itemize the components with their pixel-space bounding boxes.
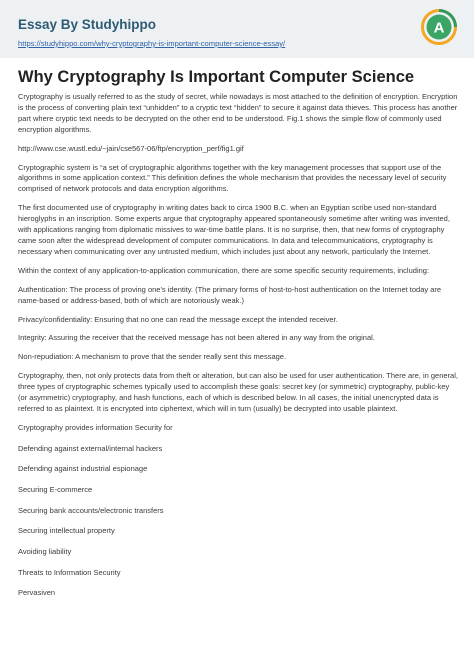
site-brand[interactable]: Essay By Studyhippo: [18, 17, 157, 32]
paragraph-system-definition: Cryptographic system is “a set of cryptographic algorithms together with the key management processes that support use of the algorithms in some application context.” This definition defines the whole mechanism that provides the necessary level of security comprised of network protocols and data encryption algorithms.: [18, 162, 447, 194]
paragraph-non-repudiation: Non-repudiation: A mechanism to prove that the sender really sent this message.: [18, 352, 287, 362]
list-item: Avoiding liability: [18, 547, 72, 557]
list-item: Pervasiven: [18, 588, 56, 598]
paragraph-authentication: Authentication: The process of proving one's identity. (The primary forms of host-to-host authentication on the Internet today are name-based or address-based, both of which are notoriously weak.): [18, 284, 442, 305]
paragraph-integrity: Integrity: Assuring the receiver that the received message has not been altered in any way from the original.: [18, 333, 375, 343]
paragraph-requirements-intro: Within the context of any application-to-application communication, there are some specific security requirements, including:: [18, 265, 430, 275]
source-url[interactable]: https://studyhippo.com/why-cryptography-is-important-computer-science-essay/: [18, 39, 286, 48]
paragraph-intro: Cryptography is usually referred to as the study of secret, while nowadays is most attached to the definition of encryption. Encryption is the process of converting plain text “unhidden” to a cryptic text “hidden” to secure it against data thieves. This process has another part where cryptic text needs to be decrypted on the other end to be understood. Fig.1 shows the simple flow of commonly used encryption algorithms.: [18, 92, 458, 134]
article-body: [18, 69, 458, 609]
paragraph-history: The first documented use of cryptography in writing dates back to circa 1900 B.C. when an Egyptian scribe used non-standard hieroglyphs in an inscription. Some experts argue that cryptography appeared spontaneously sometime after writing was invented, with applications ranging from diplomatic missives to war-time battle plans. It is no surprise, then, that new forms of cryptography came soon after the widespread development of computer communications. In data and telecommunications, cryptography is necessary when communicating over any untrusted medium, which includes just about any network, particularly the Internet.: [18, 203, 450, 256]
studyhippo-logo-icon[interactable]: [421, 9, 457, 45]
list-item: Threats to Information Security: [18, 567, 121, 577]
article-title: Why Cryptography Is Important Computer Science: [18, 68, 415, 86]
paragraph-schemes: Cryptography, then, not only protects data from theft or alteration, but can also be used for user authentication. There are, in general, three types of cryptographic schemes typically used to accomplish these goals: secret key (or symmetric) cryptography, public-key (or asymmetric) cryptography, and hash functions, each of which is described below. In all cases, the initial unencrypted data is referred to as plaintext. It is encrypted into ciphertext, which will in turn (usually) be decrypted into usable plaintext.: [18, 371, 458, 413]
list-item: Defending against external/internal hackers: [18, 443, 163, 453]
list-item: Securing bank accounts/electronic transfers: [18, 505, 164, 515]
page-header: [0, 0, 474, 58]
paragraph-privacy: Privacy/confidentiality: Ensuring that no one can read the message except the intended receiver.: [18, 314, 338, 324]
list-item: Securing E-commerce: [18, 484, 93, 494]
logo-letter: A: [433, 19, 445, 37]
list-item: Securing intellectual property: [18, 526, 115, 536]
list-item: Cryptography provides information Security for: [18, 422, 173, 432]
list-item: Defending against industrial espionage: [18, 464, 148, 474]
paragraph-figure-link: http://www.cse.wustl.edu/~jain/cse567-06/ftp/encryption_perf/fig1.gif: [18, 143, 244, 153]
